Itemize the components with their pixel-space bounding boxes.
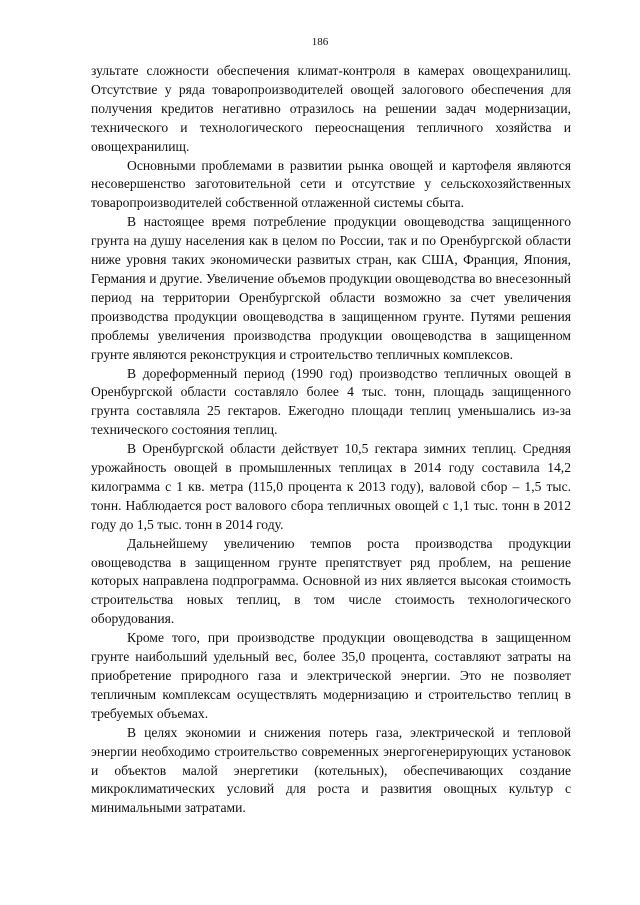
paragraph-market-problems: Основными проблемами в развитии рынка овощей и картофеля являются несовершенство заготовительной сети и отсутствие у сельскохозяйственных товаропроизводителей собственной отлаженной системы сбыта. [91, 157, 571, 211]
body-text [91, 62, 571, 818]
paragraph-growth-obstacles: Дальнейшему увеличению темпов роста производства продукции овощеводства в защищенном грунте препятствует ряд проблем, на решение которых направлена подпрограмма. Основной из них является высокая стоимость строительства новых теплиц, в том числе стоимость технологического оборудования. [91, 535, 571, 627]
page-number: 186 [311, 36, 329, 48]
paragraph-pre-reform: В дореформенный период (1990 год) производство тепличных овощей в Оренбургской области составляло более 4 тыс. тонн, площадь защищенного грунта составляла 25 гектаров. Ежегодно площади теплиц уменьшались из-за технического состояния теплиц. [91, 365, 571, 438]
paragraph-consumption: В настоящее время потребление продукции овощеводства защищенного грунта на душу населения как в целом по России, так и по Оренбургской области ниже уровня таких экономически развитых стран, как США, Франция, Япония, Германия и другие. Увеличение объемов продукции овощеводства во внесезонный период на территории Оренбургской области возможно за счет увеличения производства продукции овощеводства в защищенном грунте. Путями решения проблемы увеличения производства продукции овощеводства в защищенном грунте являются реконструкция и строительство тепличных комплексов. [91, 214, 571, 362]
paragraph-continuation: зультате сложности обеспечения климат-контроля в камерах овощехранилищ. Отсутствие у ряда товаропроизводителей овощей залогового обеспечения для получения кредитов негативно отразилось на решении задач модернизации, технического и технологического переоснащения тепличного хозяйства и овощехранилищ. [91, 63, 571, 154]
paragraph-energy-costs: Кроме того, при производстве продукции овощеводства в защищенном грунте наибольший удельный вес, более 35,0 процента, составляют затраты на приобретение природного газа и электрической энергии. Это не позволяет тепличным комплексам осуществлять модернизацию и строительство теплиц в требуемых объемах. [91, 630, 571, 721]
paragraph-energy-savings: В целях экономии и снижения потерь газа, электрической и тепловой энергии необходимо строительство современных энергогенерирующих установок и объектов малой энергетики (котельных), обеспечивающих создание микроклиматических условий для роста и развития овощных культур с минимальными затратами. [91, 724, 571, 816]
paragraph-greenhouse-area: В Оренбургской области действует 10,5 гектара зимних теплиц. Средняя урожайность овощей в промышленных теплицах в 2014 году составила 14,2 килограмма с 1 кв. метра (115,0 процента к 2013 году), валовой сбор – 1,5 тыс. тонн. Наблюдается рост валового сбора тепличных овощей с 1,1 тыс. тонн в 2012 году до 1,5 тыс. тонн в 2014 году. [91, 441, 571, 532]
